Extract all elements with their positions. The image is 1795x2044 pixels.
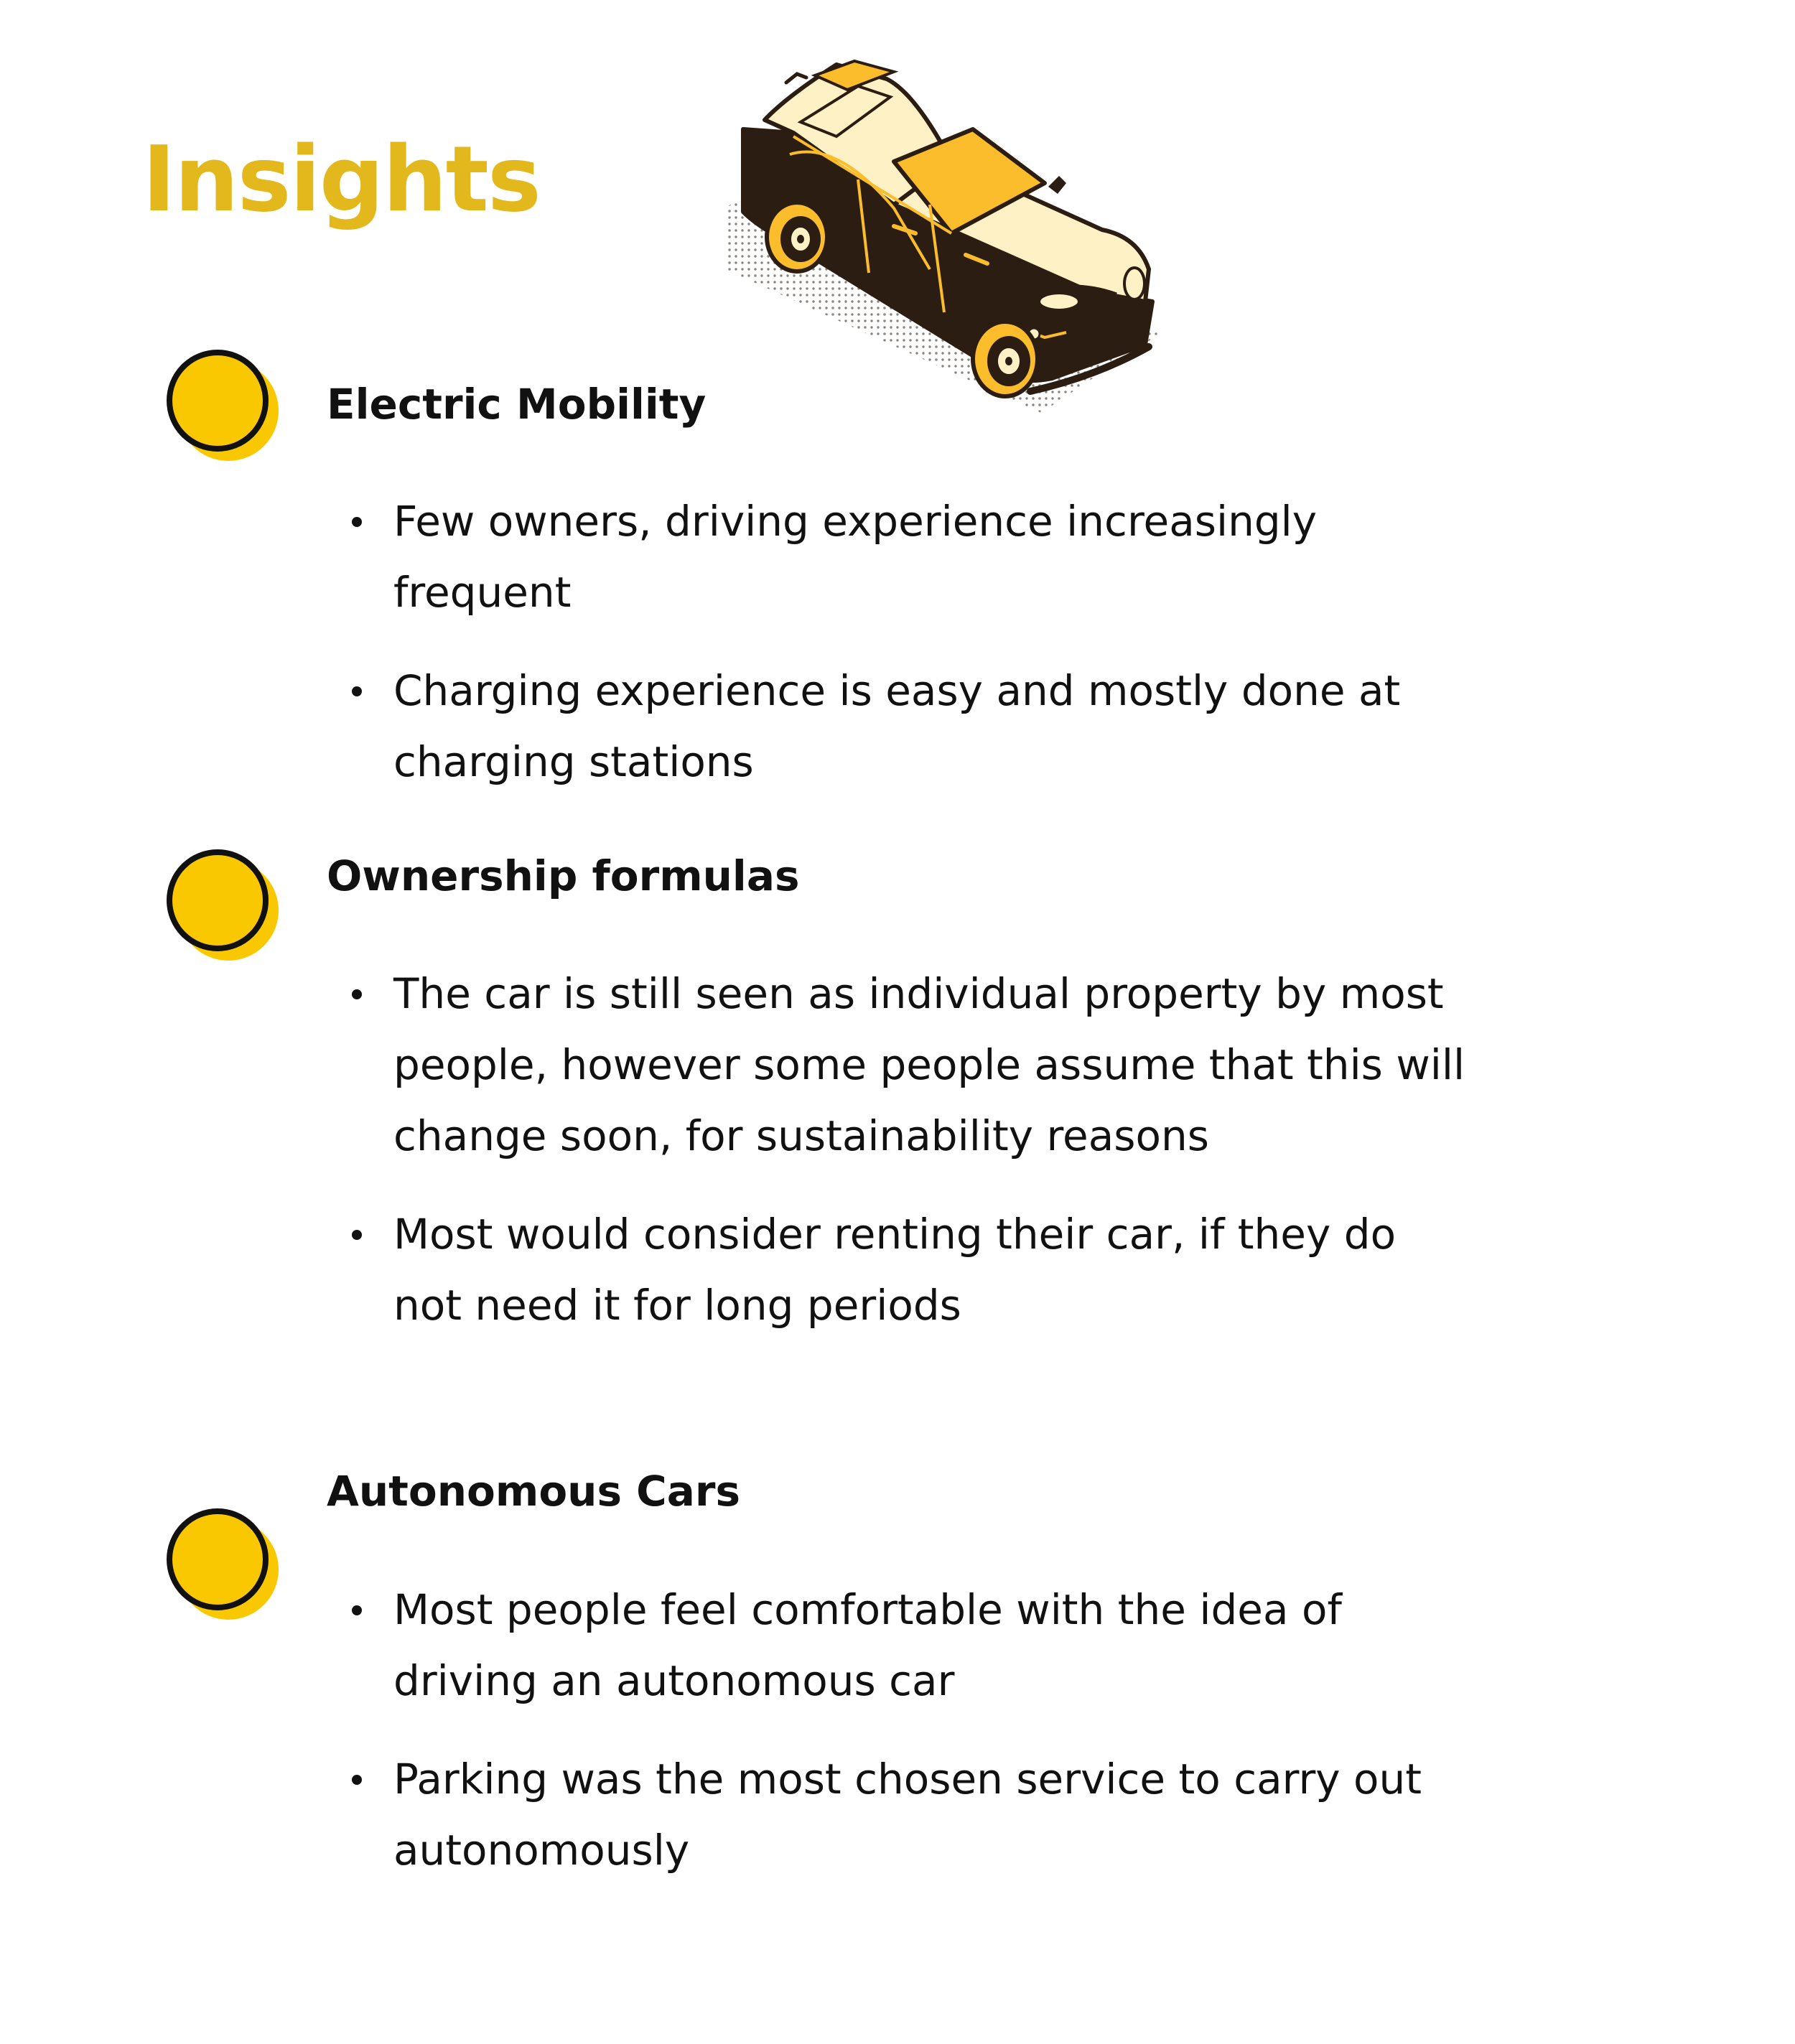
bullet-dot-icon bbox=[352, 517, 362, 527]
yellow-circle-icon bbox=[162, 347, 284, 470]
bullet-dot-icon bbox=[352, 989, 362, 999]
bullet-dot-icon bbox=[352, 686, 362, 696]
car-icon bbox=[714, 54, 1174, 420]
bullet-dot-icon bbox=[352, 1775, 362, 1785]
list-item: Few owners, driving experience increasingly frequent bbox=[352, 486, 1472, 628]
yellow-circle-icon bbox=[162, 1506, 284, 1628]
list-item: The car is still seen as individual property by most people, however some people assume that this will change soon, for sustainability reasons bbox=[352, 958, 1472, 1172]
list-item: Most people feel comfortable with the idea of driving an autonomous car bbox=[352, 1574, 1472, 1717]
list-item: Most would consider renting their car, if they do not need it for long periods bbox=[352, 1199, 1472, 1341]
section-list-ownership-formulas bbox=[352, 958, 1472, 1368]
section-heading-ownership-formulas: Ownership formulas bbox=[327, 851, 800, 900]
section-heading-electric-mobility: Electric Mobility bbox=[327, 380, 707, 429]
section-list-autonomous-cars bbox=[352, 1574, 1472, 1913]
section-heading-autonomous-cars: Autonomous Cars bbox=[327, 1467, 741, 1516]
section-list-electric-mobility bbox=[352, 486, 1472, 825]
page-title: Insights bbox=[142, 126, 540, 232]
list-item: Parking was the most chosen service to carry out autonomously bbox=[352, 1744, 1472, 1886]
list-item: Charging experience is easy and mostly done at charging stations bbox=[352, 655, 1472, 798]
yellow-circle-icon bbox=[162, 847, 284, 969]
bullet-dot-icon bbox=[352, 1230, 362, 1240]
bullet-dot-icon bbox=[352, 1605, 362, 1615]
